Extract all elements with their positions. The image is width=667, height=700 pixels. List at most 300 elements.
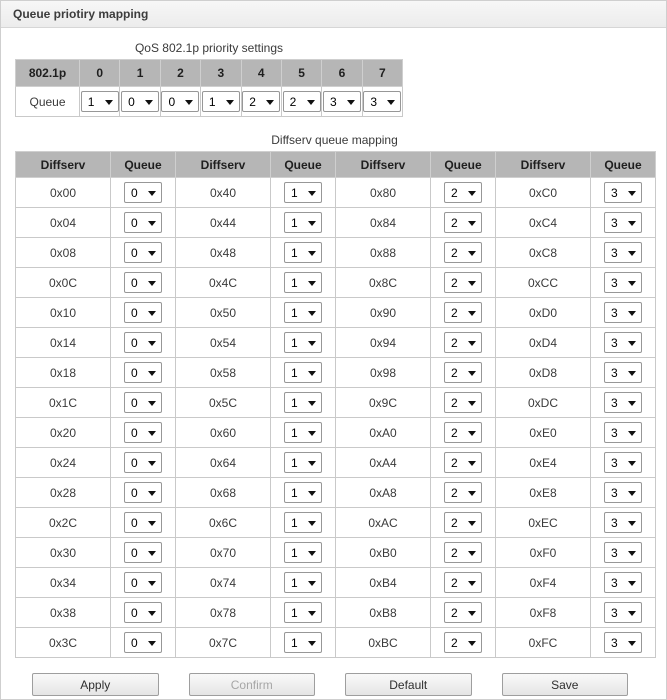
queue-select-control-diffserv-0xD8[interactable] [605,363,641,382]
diffserv-value-cell: 0x4C [176,268,271,298]
queue-select-diffserv-0x40[interactable] [284,182,322,203]
queue-select-8021p-4[interactable] [242,91,280,112]
queue-select-control-diffserv-0xD4[interactable] [605,333,641,352]
diffserv-col-header-2: Diffserv [176,152,271,178]
table-row [16,298,656,328]
qos-priority-header-6: 6 [322,60,362,87]
queue-select-control-8021p-4[interactable] [243,92,279,111]
queue-select-diffserv-0xE0[interactable] [604,422,642,443]
queue-select-control-diffserv-0x94[interactable] [445,333,481,352]
table-row [16,178,656,208]
queue-select-diffserv-0xC8[interactable] [604,242,642,263]
diffserv-col-header-3: Queue [271,152,336,178]
queue-select-diffserv-0x78[interactable] [284,602,322,623]
qos-priority-header-1: 1 [120,60,160,87]
diffserv-queue-cell [111,268,176,298]
diffserv-queue-cell [271,628,336,658]
queue-select-diffserv-0x98[interactable] [444,362,482,383]
queue-select-control-diffserv-0xA8[interactable] [445,483,481,502]
diffserv-queue-cell [271,508,336,538]
diffserv-value-cell: 0xD4 [496,328,591,358]
diffserv-value-cell: 0x54 [176,328,271,358]
diffserv-value-cell: 0xC4 [496,208,591,238]
queue-select-control-diffserv-0x2C[interactable] [125,513,161,532]
diffserv-col-header-6: Diffserv [496,152,591,178]
table-row [16,508,656,538]
page-title: Queue priotiry mapping [13,7,149,21]
diffserv-value-cell: 0x68 [176,478,271,508]
queue-select-8021p-1[interactable] [121,91,159,112]
page-content [1,41,666,696]
qos-queue-cell-5 [281,87,321,117]
qos-8021p-table [15,59,403,117]
diffserv-value-cell: 0x9C [336,388,431,418]
queue-select-control-diffserv-0x48[interactable] [285,243,321,262]
queue-select-diffserv-0xC0[interactable] [604,182,642,203]
queue-select-diffserv-0xCC[interactable] [604,272,642,293]
queue-select-8021p-3[interactable] [202,91,240,112]
queue-select-control-diffserv-0xC0[interactable] [605,183,641,202]
queue-select-diffserv-0xA0[interactable] [444,422,482,443]
diffserv-queue-cell [271,448,336,478]
queue-select-control-diffserv-0x0C[interactable] [125,273,161,292]
diffserv-queue-cell [111,568,176,598]
queue-select-8021p-6[interactable] [323,91,361,112]
apply-button[interactable]: Apply [32,673,159,696]
diffserv-queue-cell [431,358,496,388]
queue-select-8021p-7[interactable] [363,91,401,112]
page-header [1,1,666,28]
queue-select-diffserv-0xF0[interactable] [604,542,642,563]
queue-select-diffserv-0x04[interactable] [124,212,162,233]
diffserv-value-cell: 0x80 [336,178,431,208]
queue-select-diffserv-0xF8[interactable] [604,602,642,623]
diffserv-caption: Diffserv queue mapping [271,133,398,147]
queue-select-control-diffserv-0x98[interactable] [445,363,481,382]
queue-select-control-diffserv-0x60[interactable] [285,423,321,442]
diffserv-queue-cell [431,388,496,418]
qos-priority-header-0: 0 [80,60,120,87]
diffserv-value-cell: 0x14 [16,328,111,358]
queue-select-diffserv-0x24[interactable] [124,452,162,473]
diffserv-queue-cell [271,598,336,628]
queue-select-diffserv-0x00[interactable] [124,182,162,203]
queue-select-diffserv-0x2C[interactable] [124,512,162,533]
queue-select-diffserv-0x08[interactable] [124,242,162,263]
queue-select-diffserv-0xDC[interactable] [604,392,642,413]
queue-select-diffserv-0x30[interactable] [124,542,162,563]
queue-select-diffserv-0x64[interactable] [284,452,322,473]
queue-select-control-diffserv-0xC8[interactable] [605,243,641,262]
diffserv-value-cell: 0x64 [176,448,271,478]
diffserv-value-cell: 0x10 [16,298,111,328]
qos-corner-header: 802.1p [16,60,80,87]
queue-select-diffserv-0xD8[interactable] [604,362,642,383]
queue-select-diffserv-0x7C[interactable] [284,632,322,653]
diffserv-value-cell: 0x30 [16,538,111,568]
diffserv-value-cell: 0xE0 [496,418,591,448]
queue-select-diffserv-0xD4[interactable] [604,332,642,353]
queue-select-control-diffserv-0x88[interactable] [445,243,481,262]
queue-select-diffserv-0x90[interactable] [444,302,482,323]
queue-select-control-8021p-2[interactable] [162,92,198,111]
queue-select-control-diffserv-0x40[interactable] [285,183,321,202]
queue-select-control-diffserv-0x44[interactable] [285,213,321,232]
queue-select-control-diffserv-0x90[interactable] [445,303,481,322]
queue-select-control-8021p-1[interactable] [122,92,158,111]
queue-select-diffserv-0x60[interactable] [284,422,322,443]
queue-select-control-diffserv-0x00[interactable] [125,183,161,202]
qos-queue-cell-3 [201,87,241,117]
queue-select-control-diffserv-0x08[interactable] [125,243,161,262]
queue-select-diffserv-0xEC[interactable] [604,512,642,533]
queue-select-diffserv-0x80[interactable] [444,182,482,203]
diffserv-value-cell: 0x40 [176,178,271,208]
diffserv-queue-cell [271,328,336,358]
diffserv-queue-cell [591,238,656,268]
diffserv-queue-cell [431,268,496,298]
queue-select-control-diffserv-0xF8[interactable] [605,603,641,622]
diffserv-value-cell: 0xDC [496,388,591,418]
queue-select-diffserv-0xB0[interactable] [444,542,482,563]
queue-select-control-diffserv-0xB8[interactable] [445,603,481,622]
diffserv-value-cell: 0xD0 [496,298,591,328]
diffserv-queue-cell [111,358,176,388]
diffserv-value-cell: 0xE4 [496,448,591,478]
queue-select-diffserv-0x5C[interactable] [284,392,322,413]
diffserv-queue-cell [431,418,496,448]
queue-select-control-diffserv-0xB4[interactable] [445,573,481,592]
qos-queue-cell-0 [80,87,120,117]
diffserv-queue-cell [591,538,656,568]
queue-select-control-diffserv-0x7C[interactable] [285,633,321,652]
queue-select-diffserv-0x9C[interactable] [444,392,482,413]
queue-select-diffserv-0x58[interactable] [284,362,322,383]
queue-select-control-diffserv-0xBC[interactable] [445,633,481,652]
diffserv-queue-cell [431,628,496,658]
diffserv-value-cell: 0xF8 [496,598,591,628]
diffserv-queue-cell [591,208,656,238]
table-row [16,268,656,298]
diffserv-value-cell: 0x28 [16,478,111,508]
queue-select-control-8021p-7[interactable] [364,92,400,111]
diffserv-queue-cell [591,418,656,448]
queue-select-control-diffserv-0x1C[interactable] [125,393,161,412]
qos-queue-row [16,87,403,117]
diffserv-value-cell: 0x6C [176,508,271,538]
queue-select-control-diffserv-0xF4[interactable] [605,573,641,592]
diffserv-value-cell: 0xE8 [496,478,591,508]
diffserv-table [15,151,656,658]
diffserv-value-cell: 0xAC [336,508,431,538]
queue-select-control-diffserv-0x6C[interactable] [285,513,321,532]
queue-select-control-diffserv-0xCC[interactable] [605,273,641,292]
qos-8021p-caption: QoS 802.1p priority settings [134,41,284,55]
diffserv-queue-cell [111,478,176,508]
diffserv-value-cell: 0x44 [176,208,271,238]
queue-select-diffserv-0xE4[interactable] [604,452,642,473]
qos-priority-header-4: 4 [241,60,281,87]
diffserv-value-cell: 0x20 [16,418,111,448]
queue-select-diffserv-0x74[interactable] [284,572,322,593]
qos-priority-header-7: 7 [362,60,402,87]
diffserv-value-cell: 0x50 [176,298,271,328]
diffserv-queue-cell [431,328,496,358]
qos-queue-row-label: Queue [16,87,80,117]
queue-select-control-diffserv-0xFC[interactable] [605,633,641,652]
table-row [16,328,656,358]
diffserv-queue-cell [111,388,176,418]
queue-select-diffserv-0x44[interactable] [284,212,322,233]
queue-select-control-diffserv-0x30[interactable] [125,543,161,562]
queue-select-diffserv-0x6C[interactable] [284,512,322,533]
diffserv-value-cell: 0x1C [16,388,111,418]
diffserv-queue-cell [111,238,176,268]
diffserv-value-cell: 0xA4 [336,448,431,478]
queue-select-diffserv-0xB8[interactable] [444,602,482,623]
queue-select-control-diffserv-0x20[interactable] [125,423,161,442]
diffserv-queue-cell [271,568,336,598]
queue-select-control-diffserv-0x14[interactable] [125,333,161,352]
diffserv-col-header-0: Diffserv [16,152,111,178]
queue-select-diffserv-0x70[interactable] [284,542,322,563]
queue-select-control-diffserv-0xC4[interactable] [605,213,641,232]
queue-select-8021p-5[interactable] [283,91,321,112]
diffserv-queue-cell [591,508,656,538]
diffserv-value-cell: 0xB8 [336,598,431,628]
queue-select-control-8021p-5[interactable] [284,92,320,111]
queue-select-control-8021p-3[interactable] [203,92,239,111]
queue-select-control-diffserv-0x64[interactable] [285,453,321,472]
queue-select-diffserv-0x1C[interactable] [124,392,162,413]
queue-select-control-diffserv-0x54[interactable] [285,333,321,352]
queue-select-8021p-0[interactable] [81,91,119,112]
diffserv-col-header-4: Diffserv [336,152,431,178]
diffserv-value-cell: 0xB0 [336,538,431,568]
diffserv-queue-cell [111,538,176,568]
queue-select-control-diffserv-0x50[interactable] [285,303,321,322]
diffserv-queue-cell [431,568,496,598]
queue-select-control-diffserv-0xB0[interactable] [445,543,481,562]
queue-select-diffserv-0x48[interactable] [284,242,322,263]
queue-select-diffserv-0x3C[interactable] [124,632,162,653]
diffserv-value-cell: 0x8C [336,268,431,298]
queue-select-diffserv-0xD0[interactable] [604,302,642,323]
diffserv-value-cell: 0x94 [336,328,431,358]
diffserv-value-cell: 0x34 [16,568,111,598]
queue-select-diffserv-0xBC[interactable] [444,632,482,653]
table-row [16,208,656,238]
diffserv-queue-cell [431,538,496,568]
diffserv-queue-cell [271,298,336,328]
diffserv-queue-cell [271,268,336,298]
diffserv-value-cell: 0x84 [336,208,431,238]
diffserv-value-cell: 0xC0 [496,178,591,208]
diffserv-value-cell: 0xF4 [496,568,591,598]
table-row [16,418,656,448]
diffserv-value-cell: 0xA0 [336,418,431,448]
queue-select-control-diffserv-0x58[interactable] [285,363,321,382]
queue-select-diffserv-0x0C[interactable] [124,272,162,293]
default-button[interactable]: Default [345,673,472,696]
diffserv-value-cell: 0xCC [496,268,591,298]
queue-select-diffserv-0x94[interactable] [444,332,482,353]
diffserv-value-cell: 0x18 [16,358,111,388]
diffserv-queue-cell [431,478,496,508]
queue-select-control-diffserv-0x74[interactable] [285,573,321,592]
diffserv-queue-cell [111,598,176,628]
table-row [16,598,656,628]
diffserv-queue-cell [431,298,496,328]
queue-select-diffserv-0x84[interactable] [444,212,482,233]
queue-select-control-diffserv-0xAC[interactable] [445,513,481,532]
diffserv-value-cell: 0x3C [16,628,111,658]
diffserv-value-cell: 0xC8 [496,238,591,268]
diffserv-table-body [16,178,656,658]
diffserv-value-cell: 0xFC [496,628,591,658]
queue-select-control-diffserv-0x8C[interactable] [445,273,481,292]
diffserv-value-cell: 0x00 [16,178,111,208]
qos-queue-cell-6 [322,87,362,117]
diffserv-queue-cell [591,598,656,628]
diffserv-queue-cell [431,448,496,478]
queue-select-diffserv-0x50[interactable] [284,302,322,323]
queue-select-diffserv-0xAC[interactable] [444,512,482,533]
qos-8021p-section [15,41,403,117]
queue-select-control-diffserv-0x38[interactable] [125,603,161,622]
diffserv-queue-cell [591,628,656,658]
diffserv-value-cell: 0x7C [176,628,271,658]
queue-select-control-diffserv-0x24[interactable] [125,453,161,472]
diffserv-queue-cell [431,508,496,538]
queue-select-diffserv-0x14[interactable] [124,332,162,353]
diffserv-header-row [16,152,656,178]
queue-select-control-diffserv-0x78[interactable] [285,603,321,622]
diffserv-queue-cell [431,208,496,238]
table-row [16,448,656,478]
diffserv-queue-cell [591,388,656,418]
queue-select-control-diffserv-0x34[interactable] [125,573,161,592]
diffserv-queue-cell [111,298,176,328]
queue-select-diffserv-0x18[interactable] [124,362,162,383]
queue-select-control-diffserv-0xE4[interactable] [605,453,641,472]
diffserv-value-cell: 0x5C [176,388,271,418]
queue-select-control-diffserv-0x4C[interactable] [285,273,321,292]
table-row [16,238,656,268]
diffserv-queue-cell [111,418,176,448]
queue-select-diffserv-0x34[interactable] [124,572,162,593]
queue-select-diffserv-0xA4[interactable] [444,452,482,473]
diffserv-queue-cell [591,298,656,328]
diffserv-col-header-5: Queue [431,152,496,178]
queue-select-control-diffserv-0x84[interactable] [445,213,481,232]
queue-select-diffserv-0x8C[interactable] [444,272,482,293]
queue-select-control-diffserv-0xDC[interactable] [605,393,641,412]
table-row [16,358,656,388]
diffserv-value-cell: 0x08 [16,238,111,268]
diffserv-queue-cell [111,448,176,478]
queue-select-diffserv-0x20[interactable] [124,422,162,443]
queue-select-control-diffserv-0x70[interactable] [285,543,321,562]
confirm-button[interactable]: Confirm [189,673,316,696]
queue-select-8021p-2[interactable] [161,91,199,112]
queue-select-control-diffserv-0x28[interactable] [125,483,161,502]
queue-select-diffserv-0x88[interactable] [444,242,482,263]
queue-select-diffserv-0xC4[interactable] [604,212,642,233]
queue-select-control-diffserv-0x18[interactable] [125,363,161,382]
queue-select-diffserv-0x38[interactable] [124,602,162,623]
diffserv-value-cell: 0x74 [176,568,271,598]
queue-select-control-diffserv-0xA4[interactable] [445,453,481,472]
diffserv-queue-cell [591,178,656,208]
queue-select-diffserv-0x10[interactable] [124,302,162,323]
diffserv-value-cell: 0x0C [16,268,111,298]
save-button[interactable]: Save [502,673,629,696]
qos-priority-header-2: 2 [160,60,200,87]
table-row [16,628,656,658]
queue-select-control-diffserv-0x9C[interactable] [445,393,481,412]
queue-select-control-diffserv-0xA0[interactable] [445,423,481,442]
queue-select-control-diffserv-0xE8[interactable] [605,483,641,502]
diffserv-value-cell: 0x98 [336,358,431,388]
queue-select-control-diffserv-0xEC[interactable] [605,513,641,532]
diffserv-queue-cell [591,268,656,298]
queue-select-diffserv-0x68[interactable] [284,482,322,503]
qos-queue-cell-4 [241,87,281,117]
queue-select-control-diffserv-0xD0[interactable] [605,303,641,322]
queue-select-control-8021p-6[interactable] [324,92,360,111]
queue-select-control-diffserv-0xF0[interactable] [605,543,641,562]
diffserv-queue-cell [271,208,336,238]
queue-select-control-diffserv-0x5C[interactable] [285,393,321,412]
queue-select-control-8021p-0[interactable] [82,92,118,111]
queue-select-diffserv-0xB4[interactable] [444,572,482,593]
diffserv-queue-cell [271,178,336,208]
queue-select-control-diffserv-0x68[interactable] [285,483,321,502]
diffserv-value-cell: 0x70 [176,538,271,568]
diffserv-queue-cell [271,478,336,508]
diffserv-value-cell: 0xEC [496,508,591,538]
qos-priority-header-5: 5 [281,60,321,87]
queue-select-diffserv-0x28[interactable] [124,482,162,503]
diffserv-queue-cell [591,358,656,388]
queue-select-diffserv-0xE8[interactable] [604,482,642,503]
queue-select-diffserv-0x4C[interactable] [284,272,322,293]
queue-select-control-diffserv-0xE0[interactable] [605,423,641,442]
queue-select-diffserv-0xF4[interactable] [604,572,642,593]
queue-select-diffserv-0xA8[interactable] [444,482,482,503]
diffserv-value-cell: 0x60 [176,418,271,448]
queue-select-control-diffserv-0x80[interactable] [445,183,481,202]
qos-queue-cell-7 [362,87,402,117]
queue-select-control-diffserv-0x04[interactable] [125,213,161,232]
diffserv-value-cell: 0x90 [336,298,431,328]
queue-select-diffserv-0x54[interactable] [284,332,322,353]
diffserv-value-cell: 0xBC [336,628,431,658]
queue-select-diffserv-0xFC[interactable] [604,632,642,653]
diffserv-queue-cell [431,178,496,208]
table-row [16,388,656,418]
diffserv-value-cell: 0x58 [176,358,271,388]
diffserv-value-cell: 0xB4 [336,568,431,598]
diffserv-value-cell: 0x48 [176,238,271,268]
diffserv-queue-cell [111,208,176,238]
queue-select-control-diffserv-0x3C[interactable] [125,633,161,652]
diffserv-value-cell: 0x38 [16,598,111,628]
diffserv-value-cell: 0x78 [176,598,271,628]
queue-select-control-diffserv-0x10[interactable] [125,303,161,322]
diffserv-queue-cell [111,508,176,538]
